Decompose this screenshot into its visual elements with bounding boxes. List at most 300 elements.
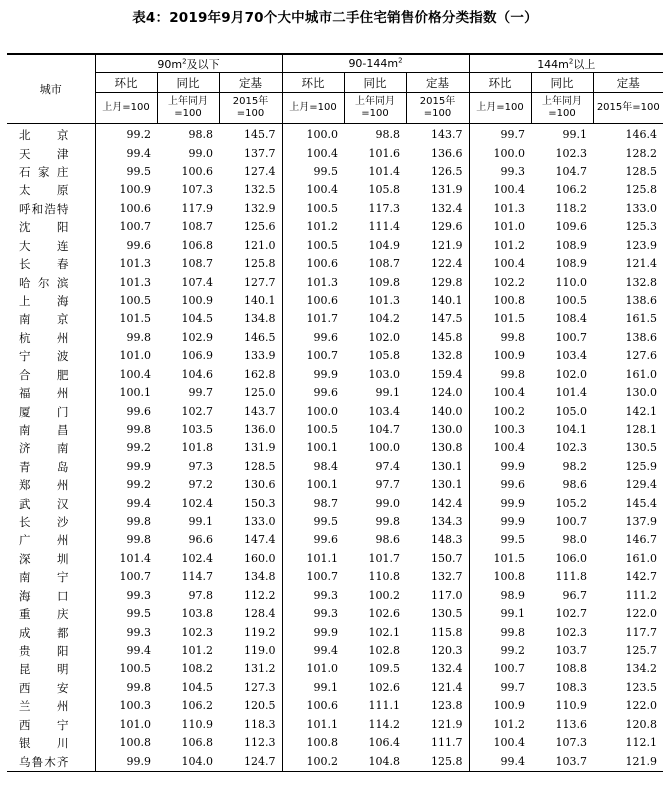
index-value: 99.6: [500, 478, 526, 492]
table-row: [7, 660, 663, 678]
index-value: 102.3: [555, 625, 588, 639]
index-value: 137.7: [219, 144, 282, 162]
index-value: 99.5: [313, 515, 338, 529]
index-value: 145.7: [219, 124, 282, 145]
index-value: 99.7: [500, 128, 526, 142]
index-value: 121.4: [406, 679, 469, 697]
table-row: [7, 697, 663, 715]
index-value: 142.1: [625, 404, 658, 418]
index-value: 100.9: [119, 183, 151, 197]
index-value: 150.3: [219, 494, 282, 512]
index-value: 100.5: [306, 201, 338, 215]
table-row: [7, 384, 663, 402]
index-value: 99.2: [126, 441, 151, 455]
index-value: 102.7: [555, 607, 588, 621]
index-value: 100.8: [306, 736, 338, 750]
index-value: 134.8: [219, 568, 282, 586]
index-value: 114.7: [181, 570, 213, 584]
index-value: 105.0: [555, 404, 588, 418]
index-value: 100.4: [493, 441, 526, 455]
index-value: 125.8: [406, 752, 469, 771]
index-value: 99.8: [126, 533, 151, 547]
table-row: [7, 144, 663, 162]
subheader-mom: 环比: [282, 73, 344, 93]
index-value: 129.4: [625, 478, 658, 492]
city-name: 济南: [7, 439, 95, 457]
index-value: 98.0: [562, 533, 588, 547]
table-row: [7, 587, 663, 605]
index-value: 123.5: [625, 680, 658, 694]
index-value: 142.4: [406, 494, 469, 512]
index-value: 102.2: [493, 275, 526, 289]
index-value: 128.4: [219, 605, 282, 623]
index-value: 101.4: [555, 386, 588, 400]
subheader-fixed-base: 定基: [219, 73, 282, 93]
table-row: [7, 237, 663, 255]
index-value: 161.0: [625, 367, 658, 381]
index-value: 99.6: [313, 533, 338, 547]
table-row: [7, 181, 663, 199]
index-value: 99.1: [313, 680, 338, 694]
index-value: 100.7: [119, 220, 151, 234]
index-value: 99.2: [126, 478, 151, 492]
index-value: 101.0: [119, 717, 151, 731]
index-value: 145.8: [406, 329, 469, 347]
index-value: 99.7: [500, 680, 526, 694]
index-value: 99.3: [126, 625, 151, 639]
index-value: 99.0: [188, 146, 213, 160]
index-value: 100.6: [181, 165, 213, 179]
city-name: 乌鲁木齐: [7, 752, 95, 771]
table-row: [7, 752, 663, 771]
index-value: 127.7: [219, 273, 282, 291]
index-value: 106.2: [181, 699, 213, 713]
index-value: 98.6: [562, 478, 588, 492]
index-value: 108.2: [181, 662, 213, 676]
index-value: 122.0: [625, 699, 658, 713]
index-value: 100.8: [493, 570, 526, 584]
index-value: 134.2: [625, 662, 658, 676]
index-value: 121.4: [625, 257, 658, 271]
index-value: 102.3: [555, 441, 588, 455]
index-value: 99.8: [500, 330, 526, 344]
table-row: [7, 124, 663, 145]
index-value: 105.8: [368, 349, 400, 363]
city-name: 青岛: [7, 458, 95, 476]
index-value: 99.7: [188, 386, 213, 400]
index-value: 101.2: [493, 238, 526, 252]
index-value: 98.6: [375, 533, 400, 547]
index-value: 130.1: [406, 458, 469, 476]
index-value: 101.7: [306, 312, 338, 326]
index-value: 147.4: [219, 531, 282, 549]
index-value: 103.4: [368, 404, 400, 418]
subheader-yoy: 同比: [531, 73, 593, 93]
index-value: 142.7: [625, 570, 658, 584]
index-value: 101.0: [119, 349, 151, 363]
city-name: 上海: [7, 292, 95, 310]
index-value: 147.5: [406, 310, 469, 328]
index-value: 107.4: [181, 275, 213, 289]
table-row: [7, 550, 663, 568]
index-value: 124.7: [219, 752, 282, 771]
table-row: [7, 365, 663, 383]
table-row: [7, 716, 663, 734]
index-value: 120.8: [625, 717, 658, 731]
index-value: 97.4: [375, 459, 400, 473]
index-value: 132.4: [406, 660, 469, 678]
table-row: [7, 402, 663, 420]
index-value: 100.8: [493, 294, 526, 307]
index-value: 100.1: [119, 386, 151, 400]
index-value: 99.5: [313, 165, 338, 179]
city-name: 重庆: [7, 605, 95, 623]
city-name: 深圳: [7, 550, 95, 568]
table-row: [7, 476, 663, 494]
index-value: 140.1: [406, 292, 469, 310]
subheader-fixed-base: 定基: [406, 73, 469, 93]
index-value: 98.8: [375, 128, 400, 142]
index-value: 115.8: [406, 623, 469, 641]
index-value: 108.7: [181, 220, 213, 234]
index-value: 132.8: [406, 347, 469, 365]
group-header-large: $144m^2$以上: [469, 54, 663, 73]
index-value: 145.4: [625, 496, 658, 510]
index-value: 108.4: [555, 312, 588, 326]
index-value: 133.0: [219, 513, 282, 531]
index-value: 132.9: [219, 200, 282, 218]
index-value: 102.4: [181, 496, 213, 510]
index-value: 99.3: [126, 588, 151, 602]
index-value: 100.4: [306, 183, 338, 197]
table-row: [7, 273, 663, 291]
index-value: 99.9: [313, 625, 338, 639]
index-value: 127.4: [219, 163, 282, 181]
city-name: 南昌: [7, 421, 95, 439]
index-value: 103.0: [368, 367, 400, 381]
index-value: 132.4: [406, 200, 469, 218]
table-row: [7, 310, 663, 328]
city-name: 南京: [7, 310, 95, 328]
index-value: 100.2: [368, 588, 400, 602]
index-value: 97.3: [188, 459, 213, 473]
index-value: 99.1: [500, 607, 526, 621]
index-value: 100.7: [555, 330, 588, 344]
index-value: 131.2: [219, 660, 282, 678]
index-value: 159.4: [406, 365, 469, 383]
index-value: 146.4: [625, 128, 658, 142]
table-row: [7, 623, 663, 641]
index-value: 112.1: [625, 736, 658, 750]
index-value: 129.6: [406, 218, 469, 236]
index-value: 108.3: [555, 680, 588, 694]
index-value: 130.1: [406, 476, 469, 494]
index-value: 127.6: [625, 349, 658, 363]
index-value: 100.5: [306, 422, 338, 436]
index-value: 134.3: [406, 513, 469, 531]
index-value: 100.1: [306, 441, 338, 455]
index-value: 101.0: [306, 662, 338, 676]
index-value: 125.9: [625, 459, 658, 473]
index-value: 110.0: [555, 275, 588, 289]
table-row: [7, 329, 663, 347]
index-value: 132.8: [625, 275, 658, 289]
index-value: 146.7: [625, 533, 658, 547]
table-row: [7, 642, 663, 660]
index-value: 109.6: [555, 220, 588, 234]
index-value: 102.7: [181, 404, 213, 418]
index-value: 100.8: [119, 736, 151, 750]
index-value: 99.9: [95, 752, 157, 771]
index-value: 101.3: [368, 294, 400, 307]
table-row: [7, 531, 663, 549]
index-value: 100.3: [493, 422, 526, 436]
index-value: 102.0: [555, 367, 588, 381]
index-value: 117.9: [181, 201, 213, 215]
index-value: 123.9: [625, 238, 658, 252]
index-value: 111.4: [368, 220, 400, 234]
index-value: 106.2: [555, 183, 588, 197]
index-value: 101.4: [119, 551, 151, 565]
city-name: 长春: [7, 255, 95, 273]
index-value: 100.4: [119, 367, 151, 381]
index-value: 100.5: [119, 662, 151, 676]
index-value: 103.7: [531, 752, 593, 771]
city-name: 厦门: [7, 402, 95, 420]
index-value: 111.1: [368, 699, 400, 713]
index-value: 99.4: [469, 752, 531, 771]
index-value: 100.4: [493, 736, 526, 750]
table-row: [7, 292, 663, 310]
index-value: 99.9: [126, 459, 151, 473]
index-value: 102.6: [368, 607, 400, 621]
city-name: 西宁: [7, 716, 95, 734]
index-value: 107.3: [555, 736, 588, 750]
group-header-small: $90m^2$及以下: [95, 54, 282, 73]
index-value: 148.3: [406, 531, 469, 549]
index-value: 99.9: [500, 459, 526, 473]
index-value: 100.6: [306, 294, 338, 307]
index-value: 99.9: [313, 367, 338, 381]
index-value: 110.8: [368, 570, 400, 584]
index-value: 112.3: [219, 734, 282, 752]
city-name: 呼和浩特: [7, 200, 95, 218]
subheader-fixed-base: 定基: [593, 73, 663, 93]
index-value: 100.0: [306, 404, 338, 418]
index-value: 120.3: [406, 642, 469, 660]
index-value: 99.4: [126, 496, 151, 510]
index-value: 118.3: [219, 716, 282, 734]
city-name: 沈阳: [7, 218, 95, 236]
city-name: 北京: [7, 124, 95, 145]
index-value: 122.0: [625, 607, 658, 621]
index-value: 99.8: [126, 515, 151, 529]
index-value: 101.5: [493, 551, 526, 565]
base-label-mom: 上月=100: [282, 93, 344, 124]
index-value: 125.8: [625, 183, 658, 197]
index-value: 100.7: [555, 515, 588, 529]
index-value: 121.9: [406, 716, 469, 734]
index-value: 127.3: [219, 679, 282, 697]
index-value: 130.5: [406, 605, 469, 623]
city-name: 宁波: [7, 347, 95, 365]
table-row: [7, 439, 663, 457]
index-value: 140.0: [406, 402, 469, 420]
index-value: 121.9: [406, 237, 469, 255]
index-value: 102.9: [181, 330, 213, 344]
index-value: 100.1: [306, 478, 338, 492]
index-value: 100.0: [368, 441, 400, 455]
index-value: 128.2: [625, 146, 658, 160]
index-value: 106.8: [181, 238, 213, 252]
index-value: 101.0: [493, 220, 526, 234]
index-value: 111.7: [406, 734, 469, 752]
table-row: [7, 347, 663, 365]
index-value: 111.2: [625, 588, 658, 602]
index-value: 100.3: [119, 699, 151, 713]
city-name: 哈尔滨: [7, 273, 95, 291]
table-title: 表4：2019年9月70个大中城市二手住宅销售价格分类指数（一）: [132, 10, 538, 26]
index-value: 99.3: [313, 607, 338, 621]
index-value: 130.6: [219, 476, 282, 494]
index-value: 101.2: [306, 220, 338, 234]
index-value: 101.2: [493, 717, 526, 731]
index-value: 99.1: [375, 386, 400, 400]
index-value: 109.8: [368, 275, 400, 289]
index-value: 101.1: [306, 717, 338, 731]
index-value: 108.9: [555, 257, 588, 271]
index-value: 162.8: [219, 365, 282, 383]
city-name: 海口: [7, 587, 95, 605]
index-value: 100.7: [306, 570, 338, 584]
index-value: 117.3: [368, 201, 400, 215]
index-value: 99.8: [375, 515, 400, 529]
index-value: 108.7: [181, 257, 213, 271]
index-value: 117.7: [625, 625, 658, 639]
city-name: 郑州: [7, 476, 95, 494]
base-label-fixed: 2015年=100: [406, 93, 469, 124]
table-row: [7, 163, 663, 181]
index-value: 104.7: [368, 422, 400, 436]
index-value: 110.9: [181, 717, 213, 731]
city-name: 昆明: [7, 660, 95, 678]
index-value: 98.2: [562, 459, 588, 473]
index-value: 100.7: [119, 570, 151, 584]
index-value: 122.4: [406, 255, 469, 273]
index-value: 99.6: [313, 330, 338, 344]
index-value: 129.8: [406, 273, 469, 291]
city-name: 长沙: [7, 513, 95, 531]
index-value: 101.1: [306, 551, 338, 565]
index-value: 137.9: [625, 515, 658, 529]
table-row: [7, 679, 663, 697]
index-value: 133.0: [625, 201, 658, 215]
index-value: 102.4: [181, 551, 213, 565]
index-value: 99.9: [500, 515, 526, 529]
index-value: 119.2: [219, 623, 282, 641]
city-name: 天津: [7, 144, 95, 162]
subheader-mom: 环比: [95, 73, 157, 93]
index-value: 114.2: [368, 717, 400, 731]
index-value: 121.0: [219, 237, 282, 255]
index-value: 104.5: [181, 680, 213, 694]
city-name: 西安: [7, 679, 95, 697]
index-value: 97.7: [375, 478, 400, 492]
index-value: 100.4: [306, 146, 338, 160]
index-value: 110.9: [555, 699, 588, 713]
index-value: 99.5: [126, 165, 151, 179]
index-value: 150.7: [406, 550, 469, 568]
index-value: 130.5: [625, 441, 658, 455]
index-value: 96.6: [188, 533, 213, 547]
index-value: 103.7: [555, 644, 588, 658]
index-value: 125.6: [219, 218, 282, 236]
index-value: 104.5: [181, 312, 213, 326]
index-value: 104.9: [368, 238, 400, 252]
index-value: 99.1: [562, 128, 588, 142]
index-value: 104.1: [555, 422, 588, 436]
index-value: 99.5: [500, 533, 526, 547]
index-value: 99.8: [126, 422, 151, 436]
index-value: 99.1: [188, 515, 213, 529]
index-value: 125.8: [219, 255, 282, 273]
index-value: 99.4: [126, 644, 151, 658]
index-value: 99.3: [500, 165, 526, 179]
city-name: 银川: [7, 734, 95, 752]
base-label-fixed: 2015年=100: [593, 93, 663, 124]
index-value: 102.6: [368, 680, 400, 694]
index-value: 101.3: [306, 275, 338, 289]
city-name: 成都: [7, 623, 95, 641]
index-value: 132.7: [406, 568, 469, 586]
index-value: 99.2: [500, 644, 526, 658]
index-value: 100.6: [306, 257, 338, 271]
index-value: 102.3: [555, 146, 588, 160]
index-value: 101.3: [493, 201, 526, 215]
index-value: 131.9: [219, 439, 282, 457]
table-row: [7, 200, 663, 218]
table-row: [7, 494, 663, 512]
index-value: 96.7: [562, 588, 588, 602]
index-value: 105.2: [555, 496, 588, 510]
base-label-mom: 上月=100: [469, 93, 531, 124]
index-value: 117.0: [406, 587, 469, 605]
city-name: 大连: [7, 237, 95, 255]
index-value: 99.5: [126, 607, 151, 621]
index-value: 97.8: [188, 588, 213, 602]
index-value: 100.4: [493, 183, 526, 197]
index-value: 126.5: [406, 163, 469, 181]
city-name: 合肥: [7, 365, 95, 383]
index-value: 104.0: [157, 752, 219, 771]
base-label-yoy: 上年同月=100: [531, 93, 593, 124]
index-value: 130.0: [625, 386, 658, 400]
base-label-yoy: 上年同月=100: [344, 93, 406, 124]
subheader-yoy: 同比: [344, 73, 406, 93]
index-value: 119.0: [219, 642, 282, 660]
index-value: 107.3: [181, 183, 213, 197]
index-value: 99.9: [500, 496, 526, 510]
index-value: 99.8: [500, 625, 526, 639]
index-value: 99.8: [126, 680, 151, 694]
index-value: 100.4: [493, 386, 526, 400]
index-value: 143.7: [219, 402, 282, 420]
city-name: 石家庄: [7, 163, 95, 181]
index-value: 104.2: [368, 312, 400, 326]
index-value: 109.5: [368, 662, 400, 676]
index-value: 140.1: [219, 292, 282, 310]
index-value: 101.8: [181, 441, 213, 455]
